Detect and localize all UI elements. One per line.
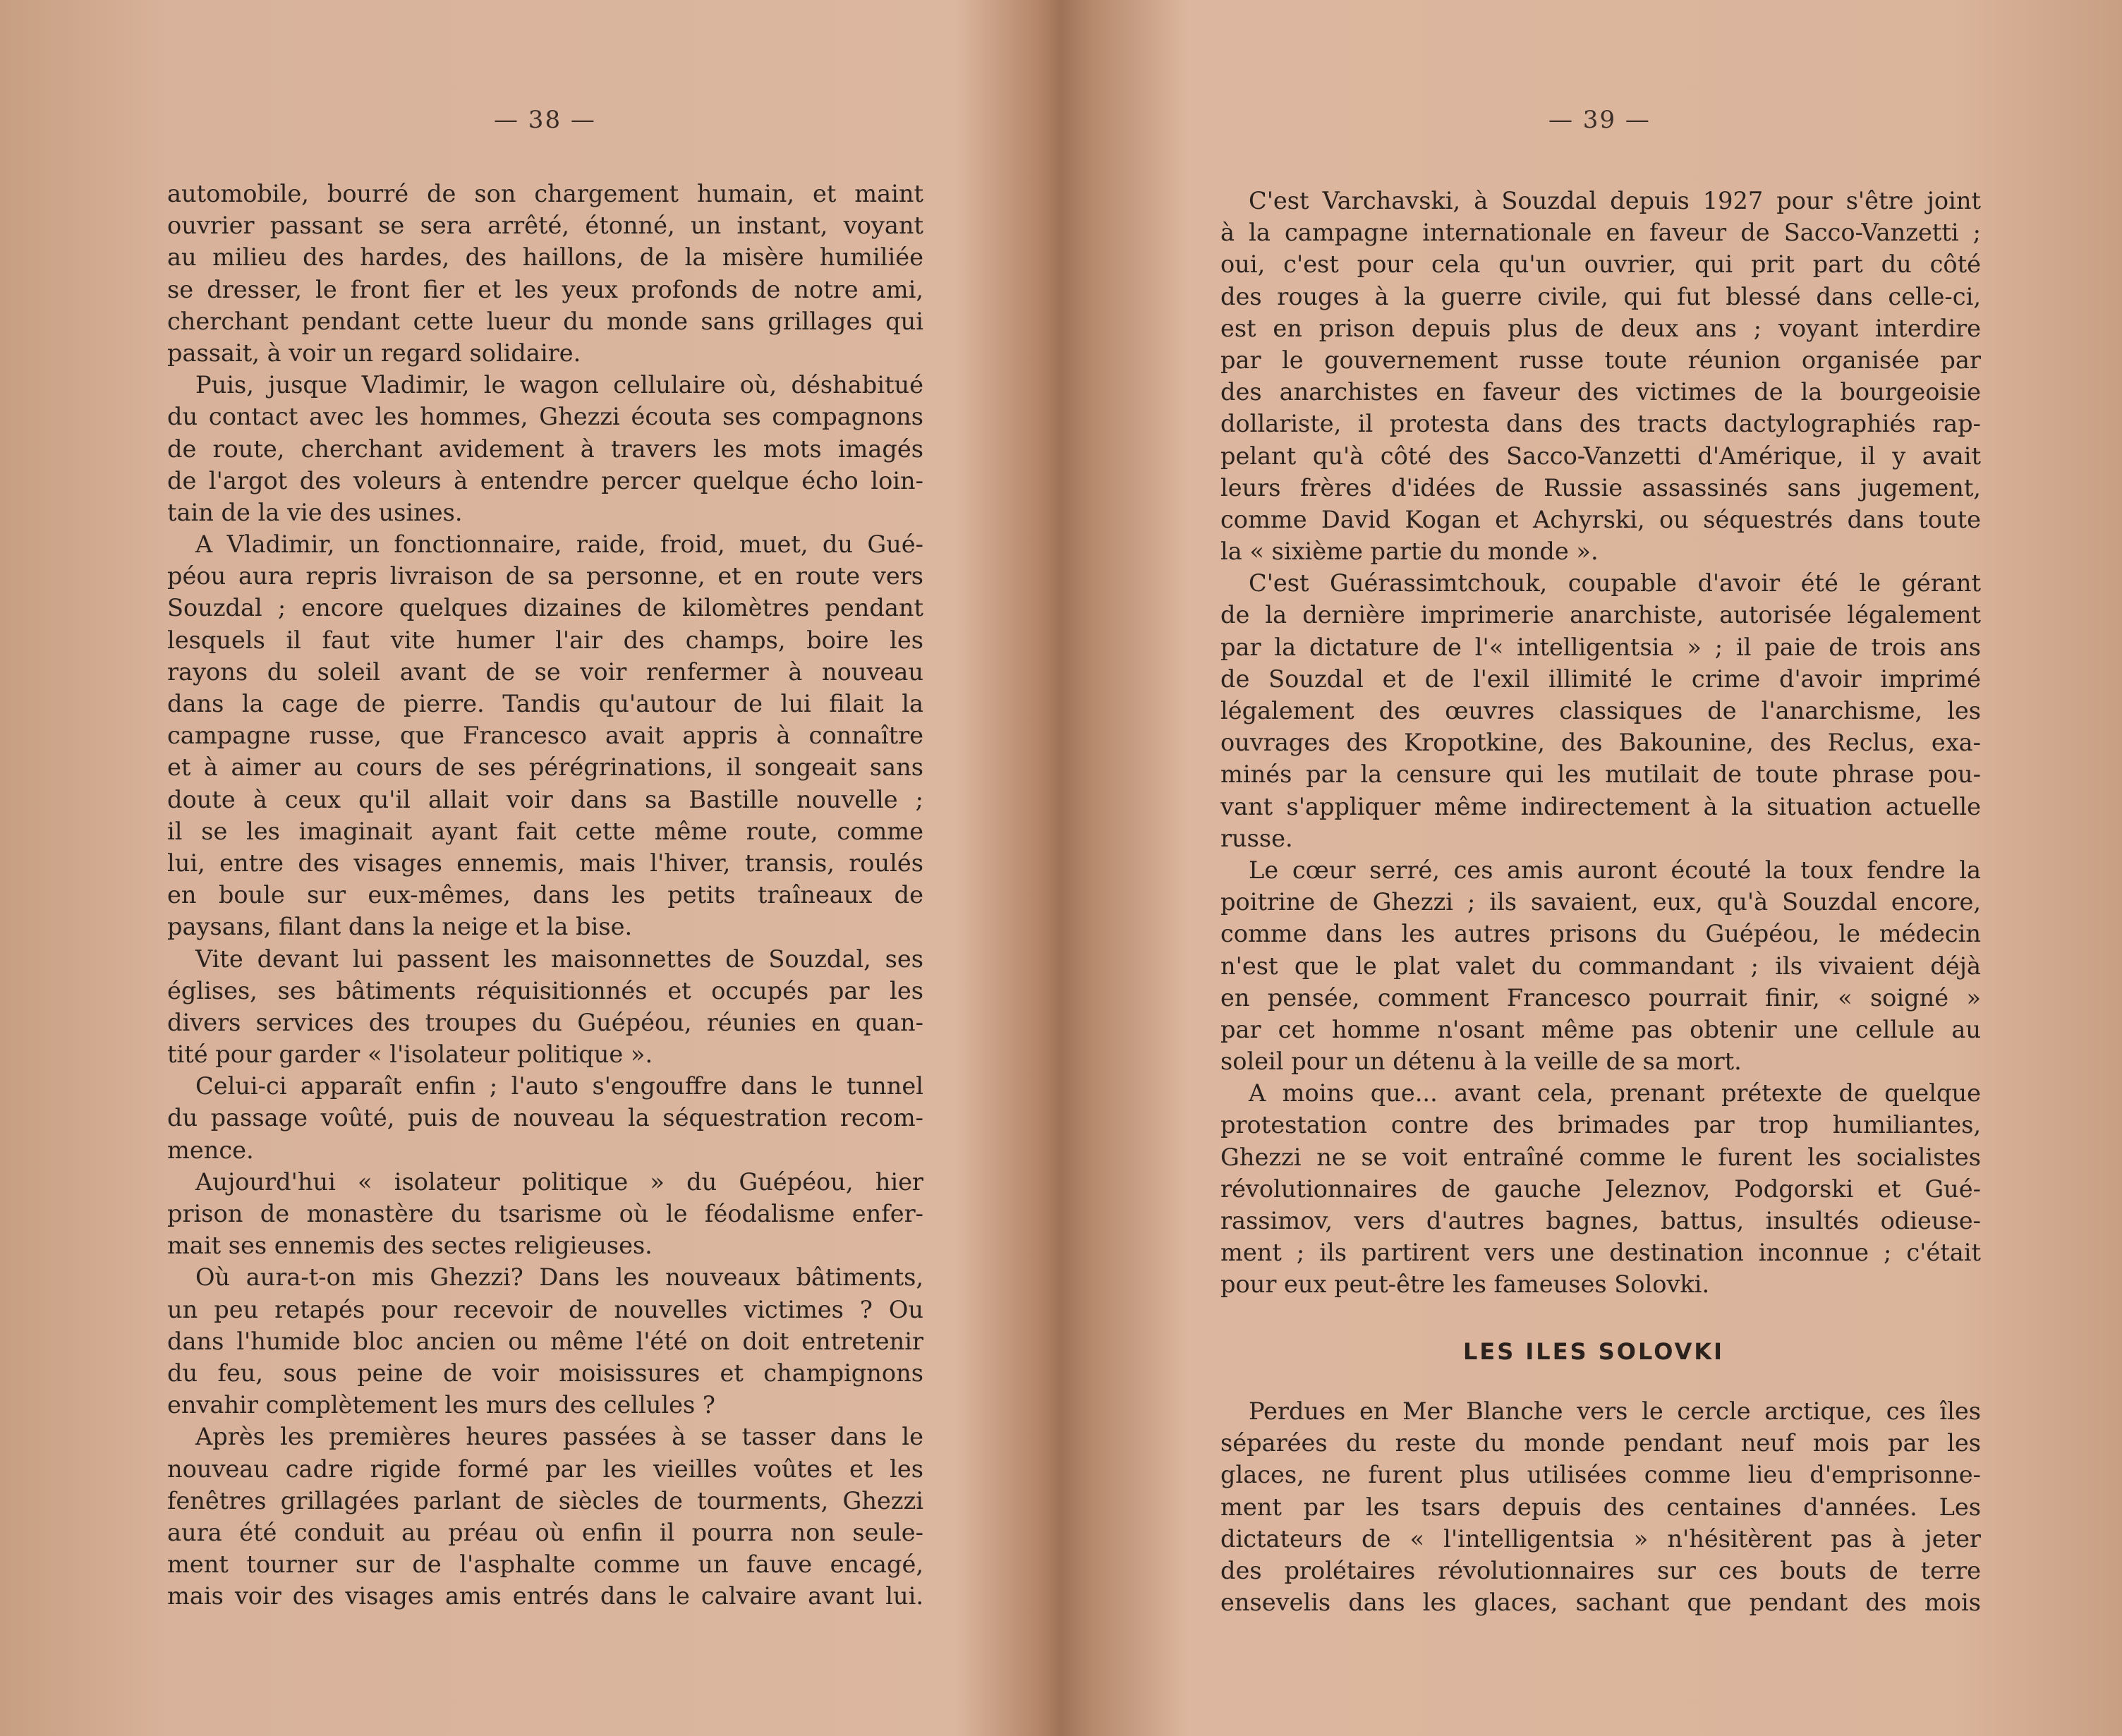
text-line: dollariste, il protesta dans des tracts dactylographiés rap- [1220, 410, 1981, 438]
text-line: tain de la vie des usines. [167, 498, 463, 526]
text-line: vant s'appliquer même indirectement à la situation actuelle [1220, 792, 1981, 820]
section-body [1220, 1395, 1981, 1618]
text-line: Vite devant lui passent les maisonnettes de Souzdal, ses [195, 945, 923, 973]
text-line: Perdues en Mer Blanche vers le cercle arctique, ces îles [1249, 1397, 1981, 1425]
text-line: par la dictature de l'« intelligentsia » ; il paie de trois ans [1220, 633, 1981, 661]
text-line: péou aura repris livraison de sa personne, et en route vers [167, 562, 923, 590]
text-line: de l'argot des voleurs à entendre percer quelque écho loin- [167, 466, 923, 494]
text-line: prison de monastère du tsarisme où le féodalisme enfer- [167, 1200, 923, 1227]
text-line: comme dans les autres prisons du Guépéou, le médecin [1220, 920, 1981, 948]
text-line: de route, cherchant avidement à travers les mots imagés [167, 435, 923, 463]
text-line: légalement des œuvres classiques de l'anarchisme, les [1220, 697, 1981, 724]
text-line: nouveau cadre rigide formé par les vieilles voûtes et les [167, 1455, 923, 1483]
page-number: — 39 — [1548, 106, 1651, 134]
text-line: leurs frères d'idées de Russie assassinés sans jugement, [1220, 473, 1981, 502]
text-line: Celui-ci apparaît enfin ; l'auto s'engouffre dans le tunnel [195, 1072, 923, 1100]
section-heading: LES ILES SOLOVKI [1462, 1338, 1725, 1365]
text-line: poitrine de Ghezzi ; ils savaient, eux, qu'à Souzdal encore, [1220, 888, 1981, 916]
text-line: dictateurs de « l'intelligentsia » n'hésitèrent pas à jeter [1220, 1524, 1981, 1553]
text-line: révolutionnaires de gauche Jeleznov, Podgorski et Gué- [1220, 1174, 1981, 1203]
text-line: minés par la censure qui les mutilait de toute phrase pou- [1220, 760, 1981, 789]
text-line: à la campagne internationale en faveur de Sacco-Vanzetti ; [1220, 219, 1981, 247]
page-number: — 38 — [494, 106, 596, 134]
text-line: rassimov, vers d'autres bagnes, battus, insultés odieuse- [1220, 1207, 1981, 1234]
text-line: Le cœur serré, ces amis auront écouté la toux fendre la [1249, 856, 1981, 884]
text-line: doute à ceux qu'il allait voir dans sa Bastille nouvelle ; [167, 785, 923, 813]
text-line: mence. [167, 1136, 254, 1164]
text-line: des prolétaires révolutionnaires sur ces bouts de terre [1220, 1556, 1981, 1584]
text-line: A moins que... avant cela, prenant prétexte de quelque [1249, 1079, 1981, 1107]
text-line: ensevelis dans les glaces, sachant que pendant des mois [1220, 1589, 1981, 1617]
text-line: A Vladimir, un fonctionnaire, raide, froid, muet, du Gué- [195, 530, 923, 559]
text-line: ouvrier passant se sera arrêté, étonné, un instant, voyant [167, 212, 923, 240]
page-38 [0, 0, 1058, 1736]
text-line: au milieu des hardes, des haillons, de la misère humiliée [167, 243, 923, 272]
text-line: dans l'humide bloc ancien ou même l'été on doit entretenir [167, 1327, 923, 1355]
text-line: en boule sur eux-mêmes, dans les petits traîneaux de [167, 881, 923, 909]
text-line: il se les imaginait ayant fait cette même route, comme [167, 817, 923, 845]
text-line: pour eux peut-être les fameuses Solovki. [1220, 1270, 1710, 1299]
text-line: russe. [1220, 824, 1293, 852]
text-line: ouvrages des Kropotkine, des Bakounine, des Reclus, exa- [1220, 729, 1981, 757]
text-line: ment tourner sur de l'asphalte comme un fauve encagé, [167, 1550, 923, 1579]
text-line: paysans, filant dans la neige et la bise. [167, 913, 633, 941]
text-line: de la dernière imprimerie anarchiste, autorisée légalement [1220, 601, 1981, 629]
text-line: campagne russe, que Francesco avait appris à connaître [167, 722, 923, 750]
text-line: ment ; ils partirent vers une destination inconnue ; c'était [1220, 1239, 1981, 1267]
text-line: oui, c'est pour cela qu'un ouvrier, qui prit part du côté [1220, 250, 1981, 279]
text-line: automobile, bourré de son chargement humain, et maint [167, 180, 923, 207]
text-line: cherchant pendant cette lueur du monde sans grillages qui [167, 307, 923, 335]
text-line: C'est Guérassimtchouk, coupable d'avoir été le gérant [1249, 569, 1981, 597]
text-line: par le gouvernement russe toute réunion organisée par [1220, 346, 1981, 374]
text-line: séparées du reste du monde pendant neuf mois par les [1220, 1429, 1981, 1457]
text-line: Après les premières heures passées à se tasser dans le [195, 1423, 923, 1451]
text-line: la « sixième partie du monde ». [1220, 538, 1599, 566]
text-line: mais voir des visages amis entrés dans le calvaire avant lui. [167, 1582, 923, 1610]
text-line: du contact avec les hommes, Ghezzi écouta ses compagnons [167, 403, 923, 431]
text-line: C'est Varchavski, à Souzdal depuis 1927 pour s'être joint [1249, 187, 1981, 214]
text-line: tité pour garder « l'isolateur politique ». [167, 1040, 653, 1069]
text-line: par cet homme n'osant même pas obtenir une cellule au [1220, 1015, 1981, 1043]
text-line: n'est que le plat valet du commandant ; ils vivaient déjà [1220, 952, 1981, 980]
text-line: divers services des troupes du Guépéou, réunies en quan- [167, 1008, 923, 1036]
text-line: lesquels il faut vite humer l'air des champs, boire les [167, 626, 923, 654]
text-line: églises, ses bâtiments réquisitionnés et occupés par les [167, 976, 923, 1004]
text-line: est en prison depuis plus de deux ans ; voyant interdire [1220, 314, 1981, 342]
text-line: passait, à voir un regard solidaire. [167, 339, 581, 367]
text-line: dans la cage de pierre. Tandis qu'autour de lui filait la [167, 690, 923, 717]
text-line: pelant qu'à côté des Sacco-Vanzetti d'Amérique, il y avait [1220, 442, 1981, 470]
text-line: et à aimer au cours de ses pérégrinations, il songeait sans [167, 753, 923, 782]
text-line: protestation contre des brimades par trop humiliantes, [1220, 1111, 1981, 1139]
text-line: aura été conduit au préau où enfin il pourra non seule- [167, 1518, 923, 1546]
text-line: Ghezzi ne se voit entraîné comme le furent les socialistes [1220, 1143, 1981, 1171]
text-line: Où aura-t-on mis Ghezzi? Dans les nouveaux bâtiments, [195, 1263, 923, 1292]
text-line: soleil pour un détenu à la veille de sa mort. [1220, 1048, 1742, 1076]
text-line: des anarchistes en faveur des victimes de la bourgeoisie [1220, 378, 1981, 406]
page-39 [1065, 0, 2122, 1736]
text-line: du passage voûté, puis de nouveau la séquestration recom- [167, 1104, 923, 1132]
text-line: lui, entre des visages ennemis, mais l'hiver, transis, roulés [167, 849, 923, 877]
text-line: du feu, sous peine de voir moisissures et champignons [167, 1359, 923, 1387]
text-line: Aujourd'hui « isolateur politique » du Guépéou, hier [195, 1167, 923, 1196]
text-line: comme David Kogan et Achyrski, ou séquestrés dans toute [1220, 505, 1981, 533]
text-line: de Souzdal et de l'exil illimité le crime d'avoir imprimé [1220, 664, 1981, 693]
text-line: se dresser, le front fier et les yeux profonds de notre ami, [167, 275, 923, 303]
text-line: Souzdal ; encore quelques dizaines de kilomètres pendant [167, 594, 923, 622]
text-line: ment par les tsars depuis des centaines d'années. Les [1220, 1493, 1981, 1521]
text-line: en pensée, comment Francesco pourrait finir, « soigné » [1220, 983, 1981, 1012]
text-line: des rouges à la guerre civile, qui fut blessé dans celle-ci, [1220, 282, 1981, 310]
text-line: glaces, ne furent plus utilisées comme lieu d'emprisonne- [1220, 1461, 1981, 1489]
text-line: envahir complètement les murs des cellules ? [167, 1391, 715, 1419]
page-body [1220, 185, 1981, 1301]
text-line: un peu retapés pour recevoir de nouvelles victimes ? Ou [167, 1295, 923, 1323]
text-line: mait ses ennemis des sectes religieuses. [167, 1232, 653, 1260]
page-body [167, 178, 923, 1612]
text-line: rayons du soleil avant de se voir renfermer à nouveau [167, 657, 923, 686]
text-line: Puis, jusque Vladimir, le wagon cellulaire où, déshabitué [195, 371, 923, 399]
text-line: fenêtres grillagées parlant de siècles de tourments, Ghezzi [167, 1486, 923, 1515]
